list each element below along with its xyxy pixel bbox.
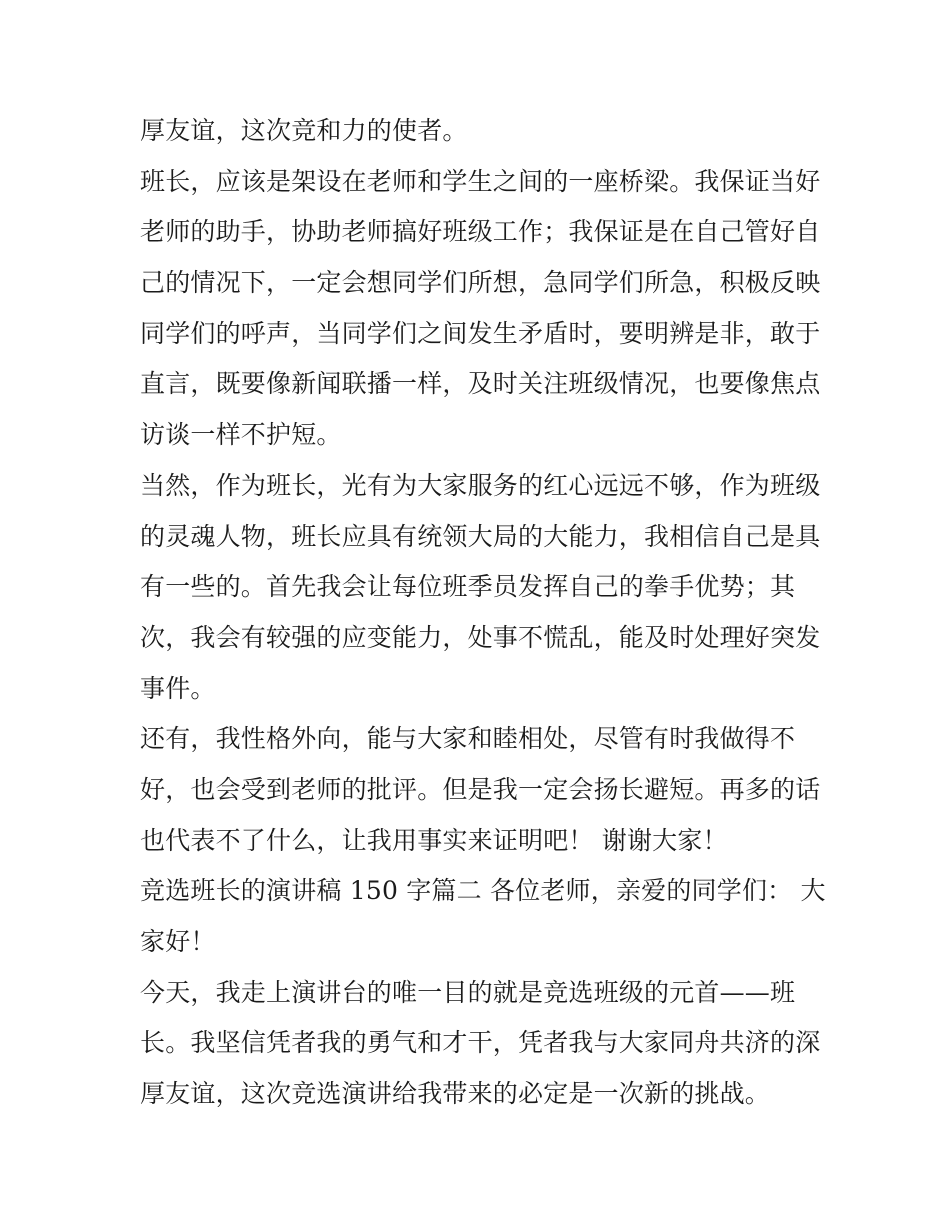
- text-line: 还有，我性格外向，能与大家和睦相处，尽管有时我做得不: [140, 724, 796, 754]
- text-line: 家好！: [140, 927, 216, 956]
- text-line: 己的情况下，一定会想同学们所想，急同学们所急，积极反映: [140, 268, 821, 298]
- text-line: 当然，作为班长，光有为大家服务的红心远远不够，作为班级: [140, 470, 821, 500]
- text-line: 竞选班长的演讲稿 150 字篇二 各位老师，亲爱的同学们： 大: [140, 876, 826, 906]
- text-line: 长。我坚信凭者我的勇气和才干，凭者我与大家同舟共济的深: [140, 1028, 821, 1058]
- text-line: 访谈一样不护短。: [140, 420, 342, 450]
- text-line: 今天，我走上演讲台的唯一目的就是竞选班级的元首——班: [140, 977, 796, 1007]
- text-line: 厚友谊，这次竞和力的使者。: [140, 116, 468, 145]
- text-line: 有一些的。首先我会让每位班季员发挥自己的拳手优势；其: [140, 572, 796, 602]
- text-line: 班长，应该是架设在老师和学生之间的一座桥梁。我保证当好: [140, 166, 821, 196]
- text-line: 厚友谊，这次竞选演讲给我带来的必定是一次新的挑战。: [140, 1079, 771, 1109]
- text-line: 事件。: [140, 673, 216, 703]
- text-line: 好，也会受到老师的批评。但是我一定会扬长避短。再多的话: [140, 774, 821, 804]
- text-line: 次，我会有较强的应变能力，处事不慌乱，能及时处理好突发: [140, 622, 821, 652]
- text-line: 老师的助手，协助老师搞好班级工作；我保证是在自己管好自: [140, 217, 821, 247]
- text-line: 也代表不了什么，让我用事实来证明吧！ 谢谢大家！: [140, 825, 728, 855]
- document-body: [140, 106, 830, 1120]
- text-line: 同学们的呼声，当同学们之间发生矛盾时，要明辨是非，敢于: [140, 318, 821, 348]
- text-line: 直言，既要像新闻联播一样，及时关注班级情况，也要像焦点: [140, 369, 821, 399]
- text-line: 的灵魂人物，班长应具有统领大局的大能力，我相信自己是具: [140, 521, 821, 551]
